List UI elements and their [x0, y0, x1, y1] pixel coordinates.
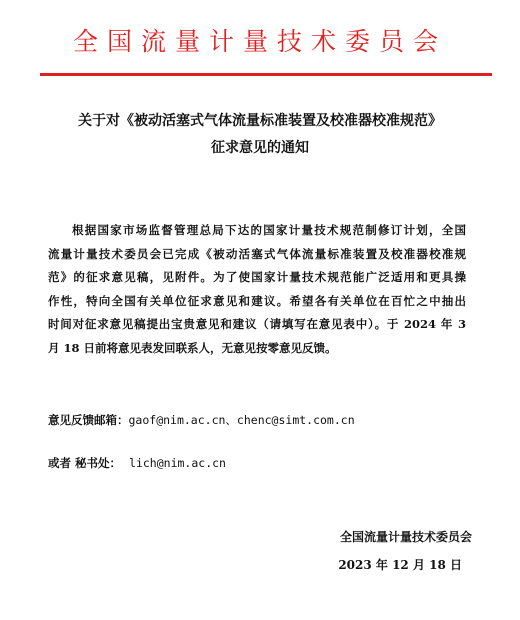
feedback-email-link[interactable]: gaof@nim.ac.cn、chenc@simt.com.cn — [128, 413, 355, 427]
notice-body — [48, 219, 466, 360]
signature-organization: 全国流量计量技术委员会 — [339, 530, 472, 544]
body-line: 时间对征求意见稿提出宝贵意见和建议（请填写在意见表中）。于 2024 年 3 — [48, 317, 466, 331]
body-line: 月 18 日前将意见表发回联系人，无意见按零意见反馈。 — [48, 340, 337, 355]
committee-header-title: 全国流量计量技术委员会 — [72, 27, 447, 56]
notice-title: 关于对《被动活塞式气体流量标准装置及校准器校准规范》 — [78, 113, 442, 129]
body-line: 范》的征求意见稿，见附件。为了使国家计量技术规范能广泛适用和更具操 — [48, 270, 466, 284]
body-line: 流量计量技术委员会已完成《被动活塞式气体流量标准装置及校准器校准规 — [48, 246, 466, 261]
signature-date: 2023 年 12 月 18 日 — [338, 558, 462, 572]
notice-subtitle: 征求意见的通知 — [211, 140, 309, 156]
header-divider — [40, 73, 492, 76]
feedback-email-row — [48, 412, 355, 428]
body-line: 作性，特向全国有关单位征求意见和建议。希望各有关单位在百忙之中抽出 — [48, 293, 466, 308]
secretariat-row — [48, 455, 226, 471]
secretariat-email-link[interactable]: lich@nim.ac.cn — [129, 456, 226, 470]
feedback-email-label: 意见反馈邮箱： — [48, 413, 129, 427]
secretariat-label: 或者 秘书处： — [48, 456, 122, 470]
body-line: 根据国家市场监督管理总局下达的国家计量技术规范制修订计划，全国 — [72, 223, 466, 237]
